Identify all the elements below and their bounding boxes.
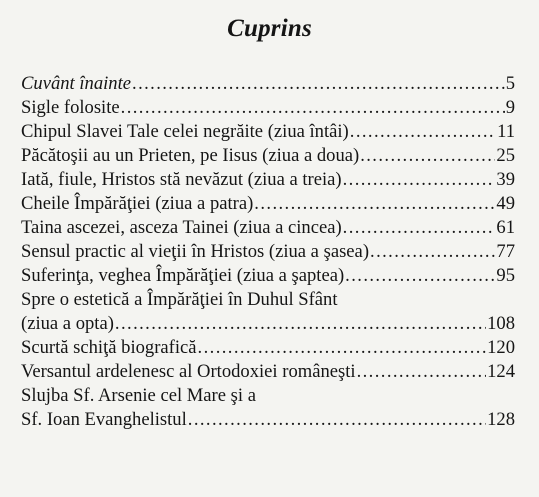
toc-entry-page: 124 [487,361,515,382]
toc-entry-page: 61 [496,217,515,238]
toc-entry-label: Sigle folosite [21,97,120,118]
toc-entry [21,240,515,264]
toc-entry [21,96,515,120]
toc-entry [21,120,515,144]
toc-entry [21,312,515,336]
toc-entry [21,408,515,432]
toc-entry [21,168,515,192]
dot-leader [350,120,496,144]
toc-entry [21,264,515,288]
toc-entry-page: 120 [487,337,515,358]
toc-entry-page: 77 [496,241,515,262]
dot-leader [121,96,505,120]
page-title: Cuprins [227,15,312,42]
dot-leader [132,72,505,96]
toc-entry-page: 95 [496,265,515,286]
dot-leader [370,240,495,264]
dot-leader [345,264,495,288]
dot-leader [198,336,487,360]
toc-entry [21,144,515,168]
toc-entry-page: 25 [496,145,515,166]
toc-entry-label: Cheile Împărăţiei (ziua a patra) [21,193,254,214]
toc-entry-page: 108 [487,313,515,334]
toc-entry-page: 39 [496,169,515,190]
toc-entry [21,336,515,360]
toc-entry-label: Sensul practic al vieţii în Hristos (ziua a şasea) [21,241,370,262]
toc-entry [21,192,515,216]
toc-entry-label: Suferinţa, veghea Împărăţiei (ziua a şaptea) [21,265,345,286]
dot-leader [254,192,495,216]
dot-leader [188,408,486,432]
toc-entry-page: 9 [505,97,515,118]
toc-entry-label: Iată, fiule, Hristos stă nevăzut (ziua a treia) [21,169,342,190]
toc-entry-label: Păcătoşii au un Prieten, pe Iisus (ziua a doua) [21,145,360,166]
toc-entry-page: 11 [497,121,515,142]
toc-entry-page: 5 [505,73,515,94]
toc-entry-label-line1: Spre o estetică a Împărăţiei în Duhul Sfânt [21,289,338,310]
dot-leader [343,216,496,240]
toc-entry-label: (ziua a opta) [21,313,114,334]
toc-entry-label: Scurtă schiţă biografică [21,337,197,358]
dot-leader [343,168,496,192]
toc-entry-label: Chipul Slavei Tale celei negrăite (ziua întâi) [21,121,349,142]
dot-leader [360,144,495,168]
toc-entry-label: Cuvânt înainte [21,73,132,94]
toc-entry [21,72,515,96]
toc-entry-page: 128 [487,409,515,430]
toc-entry [21,216,515,240]
dot-leader [357,360,487,384]
toc-entry-label: Taina ascezei, asceza Tainei (ziua a cincea) [21,217,342,238]
toc-entry-label-line1: Slujba Sf. Arsenie cel Mare şi a [21,385,256,406]
toc-entry-label: Sf. Ioan Evanghelistul [21,409,187,430]
toc-entry-label: Versantul ardelenesc al Ortodoxiei româneşti [21,361,356,382]
toc-entry-page: 49 [496,193,515,214]
toc-entry [21,360,515,384]
table-of-contents [21,72,515,432]
dot-leader [115,312,486,336]
